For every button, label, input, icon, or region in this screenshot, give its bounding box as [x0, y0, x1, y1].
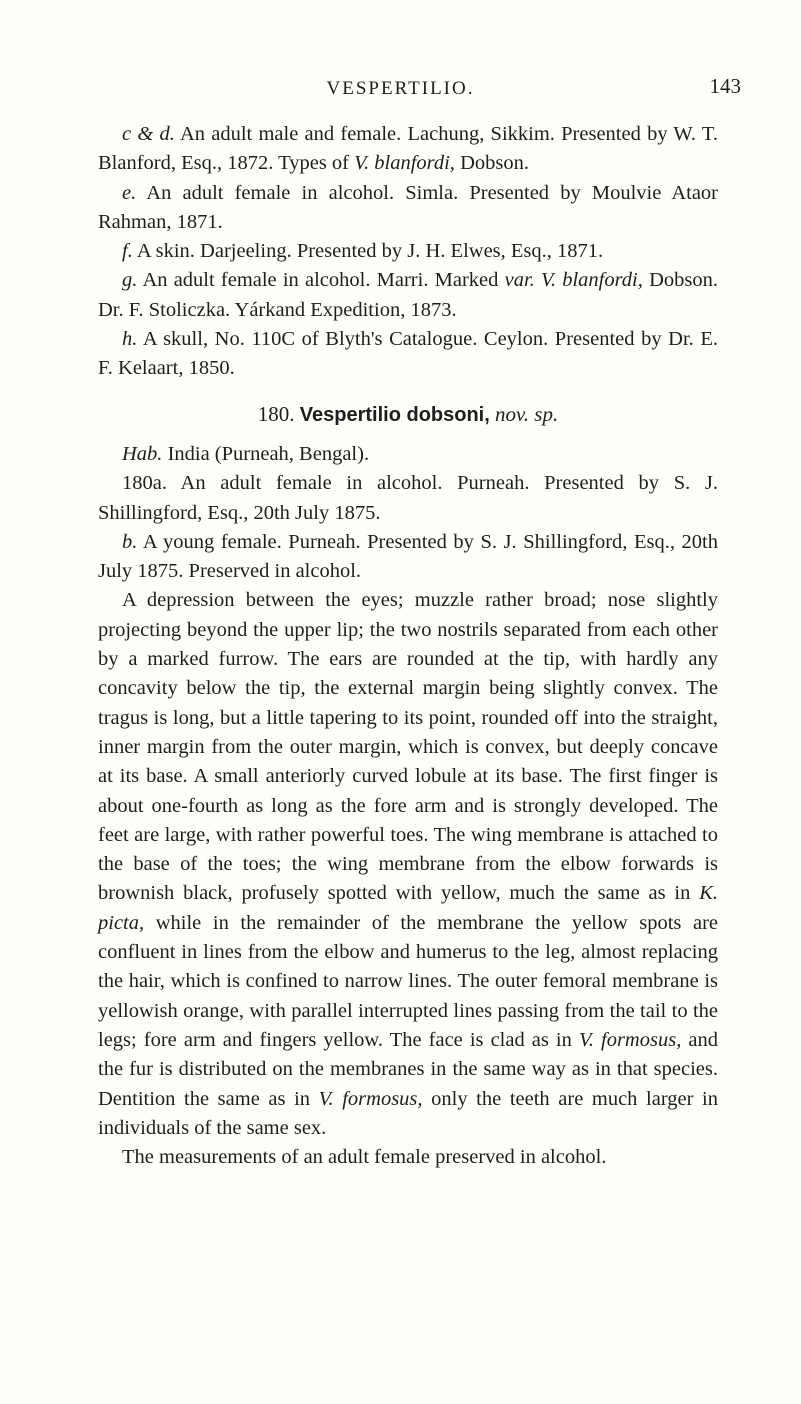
entry-text: A young female. Purneah. Presented by S. J. Shillingford, Esq., 20th July 1875. Preserved in alcohol. — [98, 530, 718, 583]
entry-label: e. — [122, 181, 137, 204]
habitat-text: India (Purneah, Bengal). — [167, 442, 370, 465]
specimen-entry — [98, 237, 718, 266]
description-text: while in the remainder of the membrane the yellow spots are confluent in lines from the elbow and humerus to the leg, almost replacing the hair, which is confined to narrow lines. The outer femoral membrane is yellowish orange, with parallel interrupted lines passing from the tail to the legs; fore arm and fingers yellow. The face is clad as in — [98, 911, 718, 1051]
specimen-entry — [98, 528, 718, 587]
description-italic: V. formosus, — [578, 1028, 682, 1051]
entry-text: A skin. Darjeeling. Presented by J. H. Elwes, Esq., 1871. — [136, 240, 604, 263]
habitat-line — [98, 440, 718, 469]
entry-label: f. — [122, 240, 133, 263]
entry-label: b. — [122, 530, 138, 553]
description-text: only the teeth are much larger in individuals of the same sex. — [98, 1087, 718, 1139]
species-number: 180. — [257, 401, 295, 426]
entry-italic: V. blanfordi, — [354, 152, 455, 175]
entry-text: An adult female in alcohol. Simla. Presented by Moulvie Ataor Rahman, 1871. — [98, 181, 719, 233]
entry-italic: var. V. blanfordi, — [504, 269, 643, 292]
description-italic: K. picta, — [98, 882, 718, 934]
specimen-entry — [98, 179, 718, 238]
species-description — [98, 586, 718, 1143]
entry-label: 180a. — [122, 472, 167, 495]
description-text: A depression between the eyes; muzzle rather broad; nose slightly projecting beyond the upper lip; the two nostrils separated from each other by a marked furrow. The ears are rounded at the tip, with hardly any concavity below the tip, the external margin being slightly convex. The tragus is long, but a little tapering to its point, rounded off into the straight, inner margin from the outer margin, which is convex, but deeply concave at its base. A small anteriorly curved lobule at its base. The first finger is about one-fourth as long as the fore arm and is strongly developed. The feet are large, with rather powerful toes. The wing membrane is attached to the base of the toes; the wing membrane from the elbow forwards is brownish black, profusely spotted with yellow, much the same as in — [98, 589, 718, 905]
description-italic: V. formosus, — [318, 1087, 423, 1110]
measurements-intro: The measurements of an adult female preserved in alcohol. — [122, 1146, 607, 1169]
entry-label: c & d. — [122, 123, 175, 145]
specimen-entry — [98, 325, 718, 384]
running-title: VESPERTILIO. — [326, 78, 475, 99]
page-body — [98, 120, 718, 1172]
specimen-entry — [98, 469, 718, 528]
habitat-label: Hab. — [122, 442, 163, 465]
specimen-entry — [98, 120, 718, 179]
specimen-entry — [98, 266, 718, 325]
species-heading — [98, 400, 718, 430]
entry-tail: Dobson. Dr. F. Stoliczka. Yárkand Expedition, 1873. — [98, 269, 718, 321]
page-number: 143 — [709, 74, 741, 98]
entry-text: An adult female in alcohol. Purneah. Presented by S. J. Shillingford, Esq., 20th July 1875. — [98, 472, 718, 524]
entry-text: A skull, No. 110C of Blyth's Catalogue. Ceylon. Presented by Dr. E. F. Kelaart, 1850. — [98, 328, 719, 380]
description-text: and the fur is distributed on the membranes in the same way as in that species. Dentition the same as in — [98, 1028, 718, 1110]
entry-text: An adult female in alcohol. Marri. Marked — [142, 269, 505, 292]
entry-label: g. — [122, 269, 138, 292]
species-name: Vespertilio dobsoni, — [299, 403, 490, 426]
entry-tail: Dobson. — [454, 152, 529, 175]
entry-text: An adult male and female. Lachung, Sikkim. Presented by W. T. Blanford, Esq., 1872. Types of — [98, 123, 718, 175]
species-authority: nov. sp. — [495, 401, 559, 426]
entry-label: h. — [122, 328, 138, 351]
